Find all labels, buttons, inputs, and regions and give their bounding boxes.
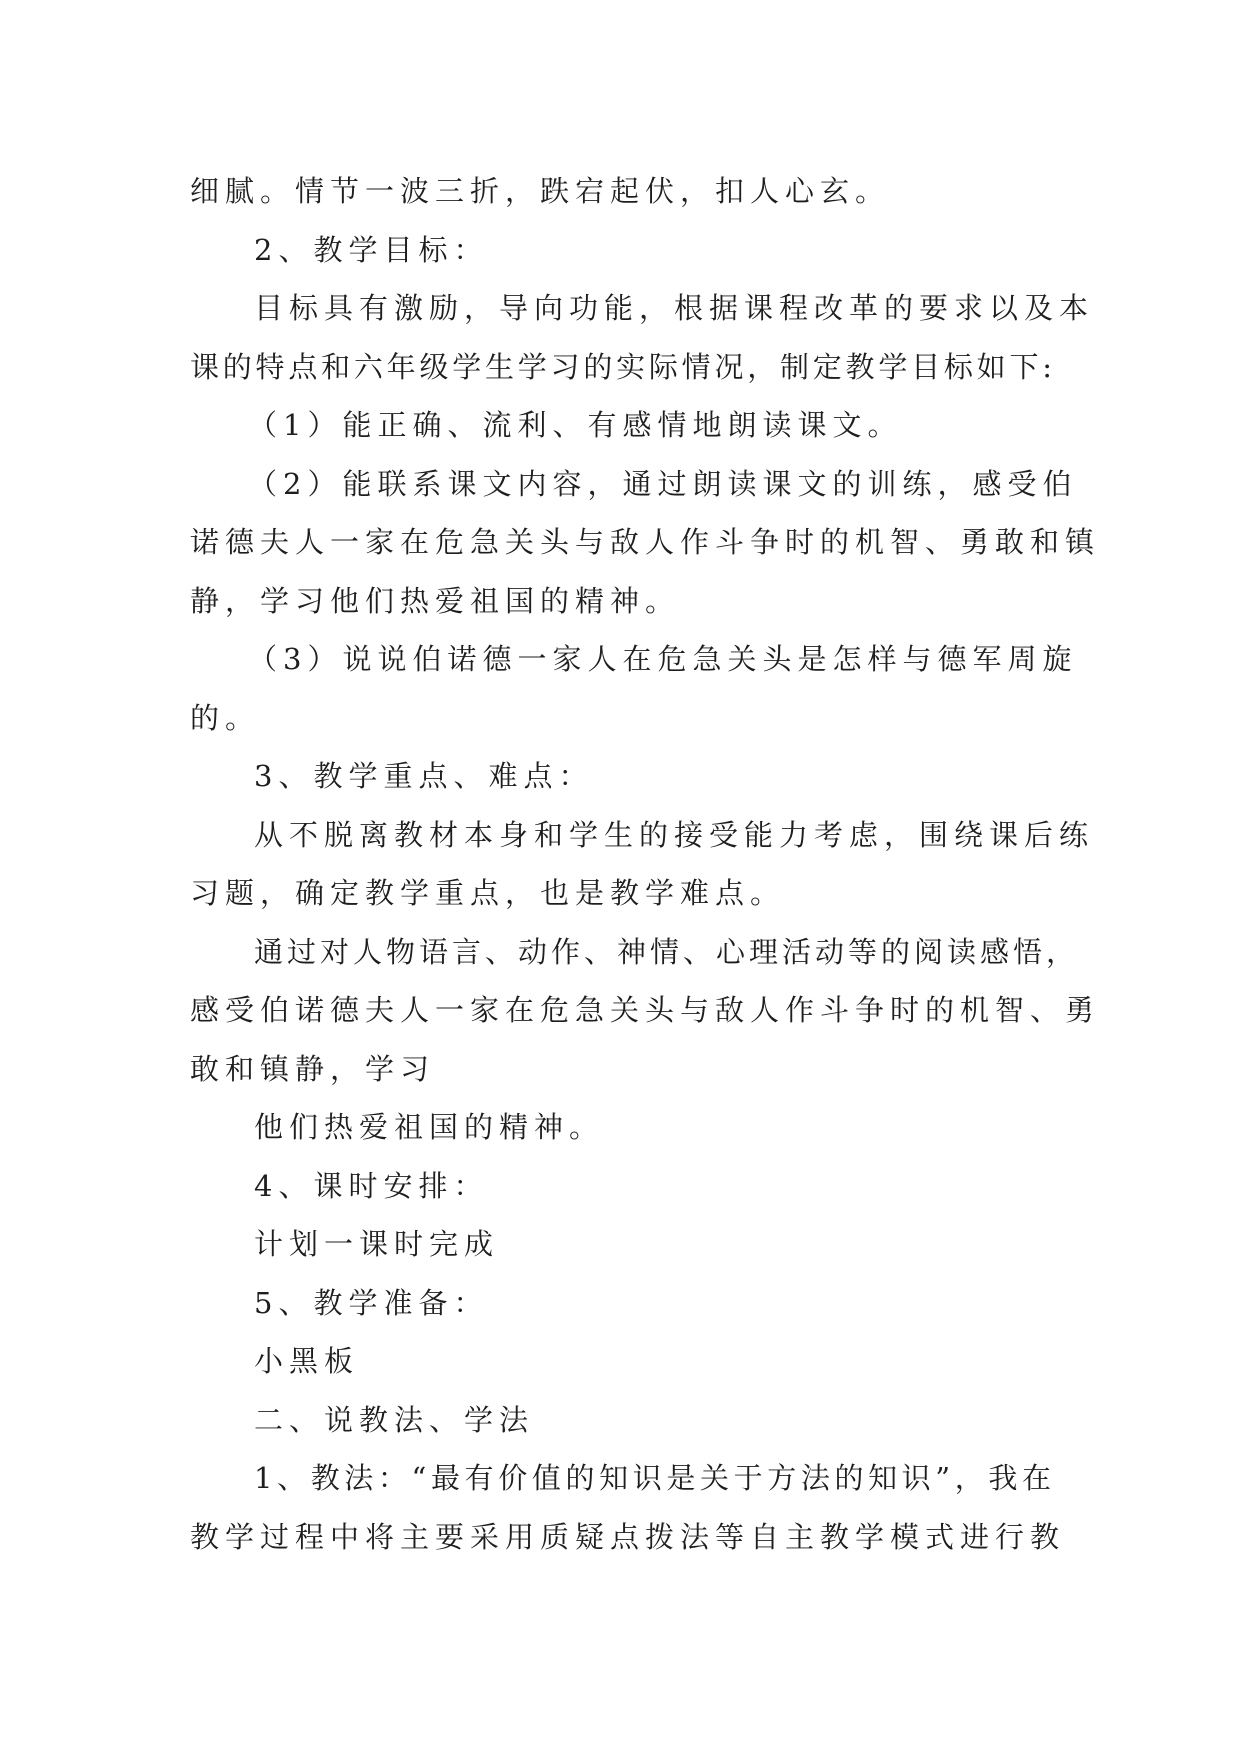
section-heading-preparation: 5、教学准备： (254, 1285, 489, 1320)
document-body (190, 162, 1101, 1566)
paragraph-line: 计划一课时完成 (254, 1227, 500, 1261)
paragraph-line: 课的特点和六年级学生学习的实际情况，制定教学目标如下: (190, 349, 1055, 384)
paragraph-line: 小黑板 (254, 1344, 360, 1378)
section-heading-methods: 二、说教法、学法 (254, 1402, 535, 1437)
list-item-goal-1: （1）能正确、流利、有感情地朗读课文。 (248, 408, 903, 442)
paragraph-line: 目标具有激励，导向功能，根据课程改革的要求以及本 (254, 291, 1095, 325)
paragraph-line: 通过对人物语言、动作、神情、心理活动等的阅读感悟， (254, 934, 1080, 969)
paragraph-line: 的。 (190, 700, 261, 735)
paragraph-line: 细腻。情节一波三折，跌宕起伏，扣人心玄。 (190, 174, 891, 208)
paragraph-line: 习题，确定教学重点，也是教学难点。 (190, 876, 786, 910)
list-item-goal-3: （3）说说伯诺德一家人在危急关头是怎样与德军周旋 (248, 642, 1078, 676)
section-heading-schedule: 4、课时安排： (254, 1168, 489, 1203)
list-item-goal-2: （2）能联系课文内容，通过朗读课文的训练，感受伯 (248, 466, 1078, 501)
paragraph-line: 1、教法：“最有价值的知识是关于方法的知识”，我在 (254, 1461, 1055, 1495)
paragraph-line: 从不脱离教材本身和学生的接受能力考虑，围绕课后练 (254, 817, 1095, 852)
paragraph-line: 诺德夫人一家在危急关头与敌人作斗争时的机智、勇敢和镇 (190, 525, 1101, 559)
paragraph-line: 敢和镇静，学习 (190, 1051, 436, 1086)
section-heading-key-points: 3、教学重点、难点： (254, 759, 594, 793)
paragraph-line: 静，学习他们热爱祖国的精神。 (190, 583, 681, 618)
paragraph-line: 他们热爱祖国的精神。 (254, 1110, 605, 1144)
paragraph-line: 教学过程中将主要采用质疑点拨法等自主教学模式进行教 (190, 1519, 1066, 1554)
section-heading-teaching-goals: 2、教学目标： (254, 232, 489, 267)
paragraph-line: 感受伯诺德夫人一家在危急关头与敌人作斗争时的机智、勇 (190, 993, 1101, 1027)
